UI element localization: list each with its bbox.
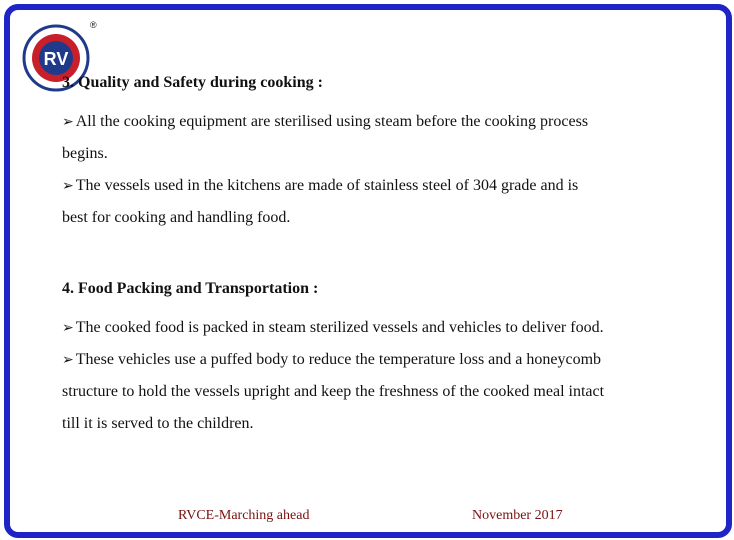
slide-content [62,70,682,440]
svg-text:RV: RV [43,49,69,69]
section-heading-packing: 4. Food Packing and Transportation : [62,280,319,297]
arrow-bullet-icon: ➢ [62,114,74,130]
arrow-bullet-icon: ➢ [62,320,74,336]
section-heading-quality: 3. Quality and Safety during cooking : [62,74,323,91]
svg-text:®: ® [90,20,97,30]
bullet-vehicles: ➢ These vehicles use a puffed body to reduce the temperature loss and a honeycomb structure to hold the vessels upright and keep the freshness of the cooked meal intact till it is served to the children. [62,351,605,432]
bullet-sterilised: ➢ All the cooking equipment are sterilised using steam before the cooking process begins. [62,113,589,162]
bullet-vessels: ➢ The vessels used in the kitchens are made of stainless steel of 304 grade and is best for cooking and handling food. [62,177,579,226]
bullet-packed: ➢ The cooked food is packed in steam sterilized vessels and vehicles to deliver food. [62,319,604,336]
footer-tagline: RVCE-Marching ahead [178,508,310,523]
arrow-bullet-icon: ➢ [62,352,74,368]
slide-frame [4,4,732,538]
arrow-bullet-icon: ➢ [62,178,74,194]
footer-date: November 2017 [472,508,563,523]
